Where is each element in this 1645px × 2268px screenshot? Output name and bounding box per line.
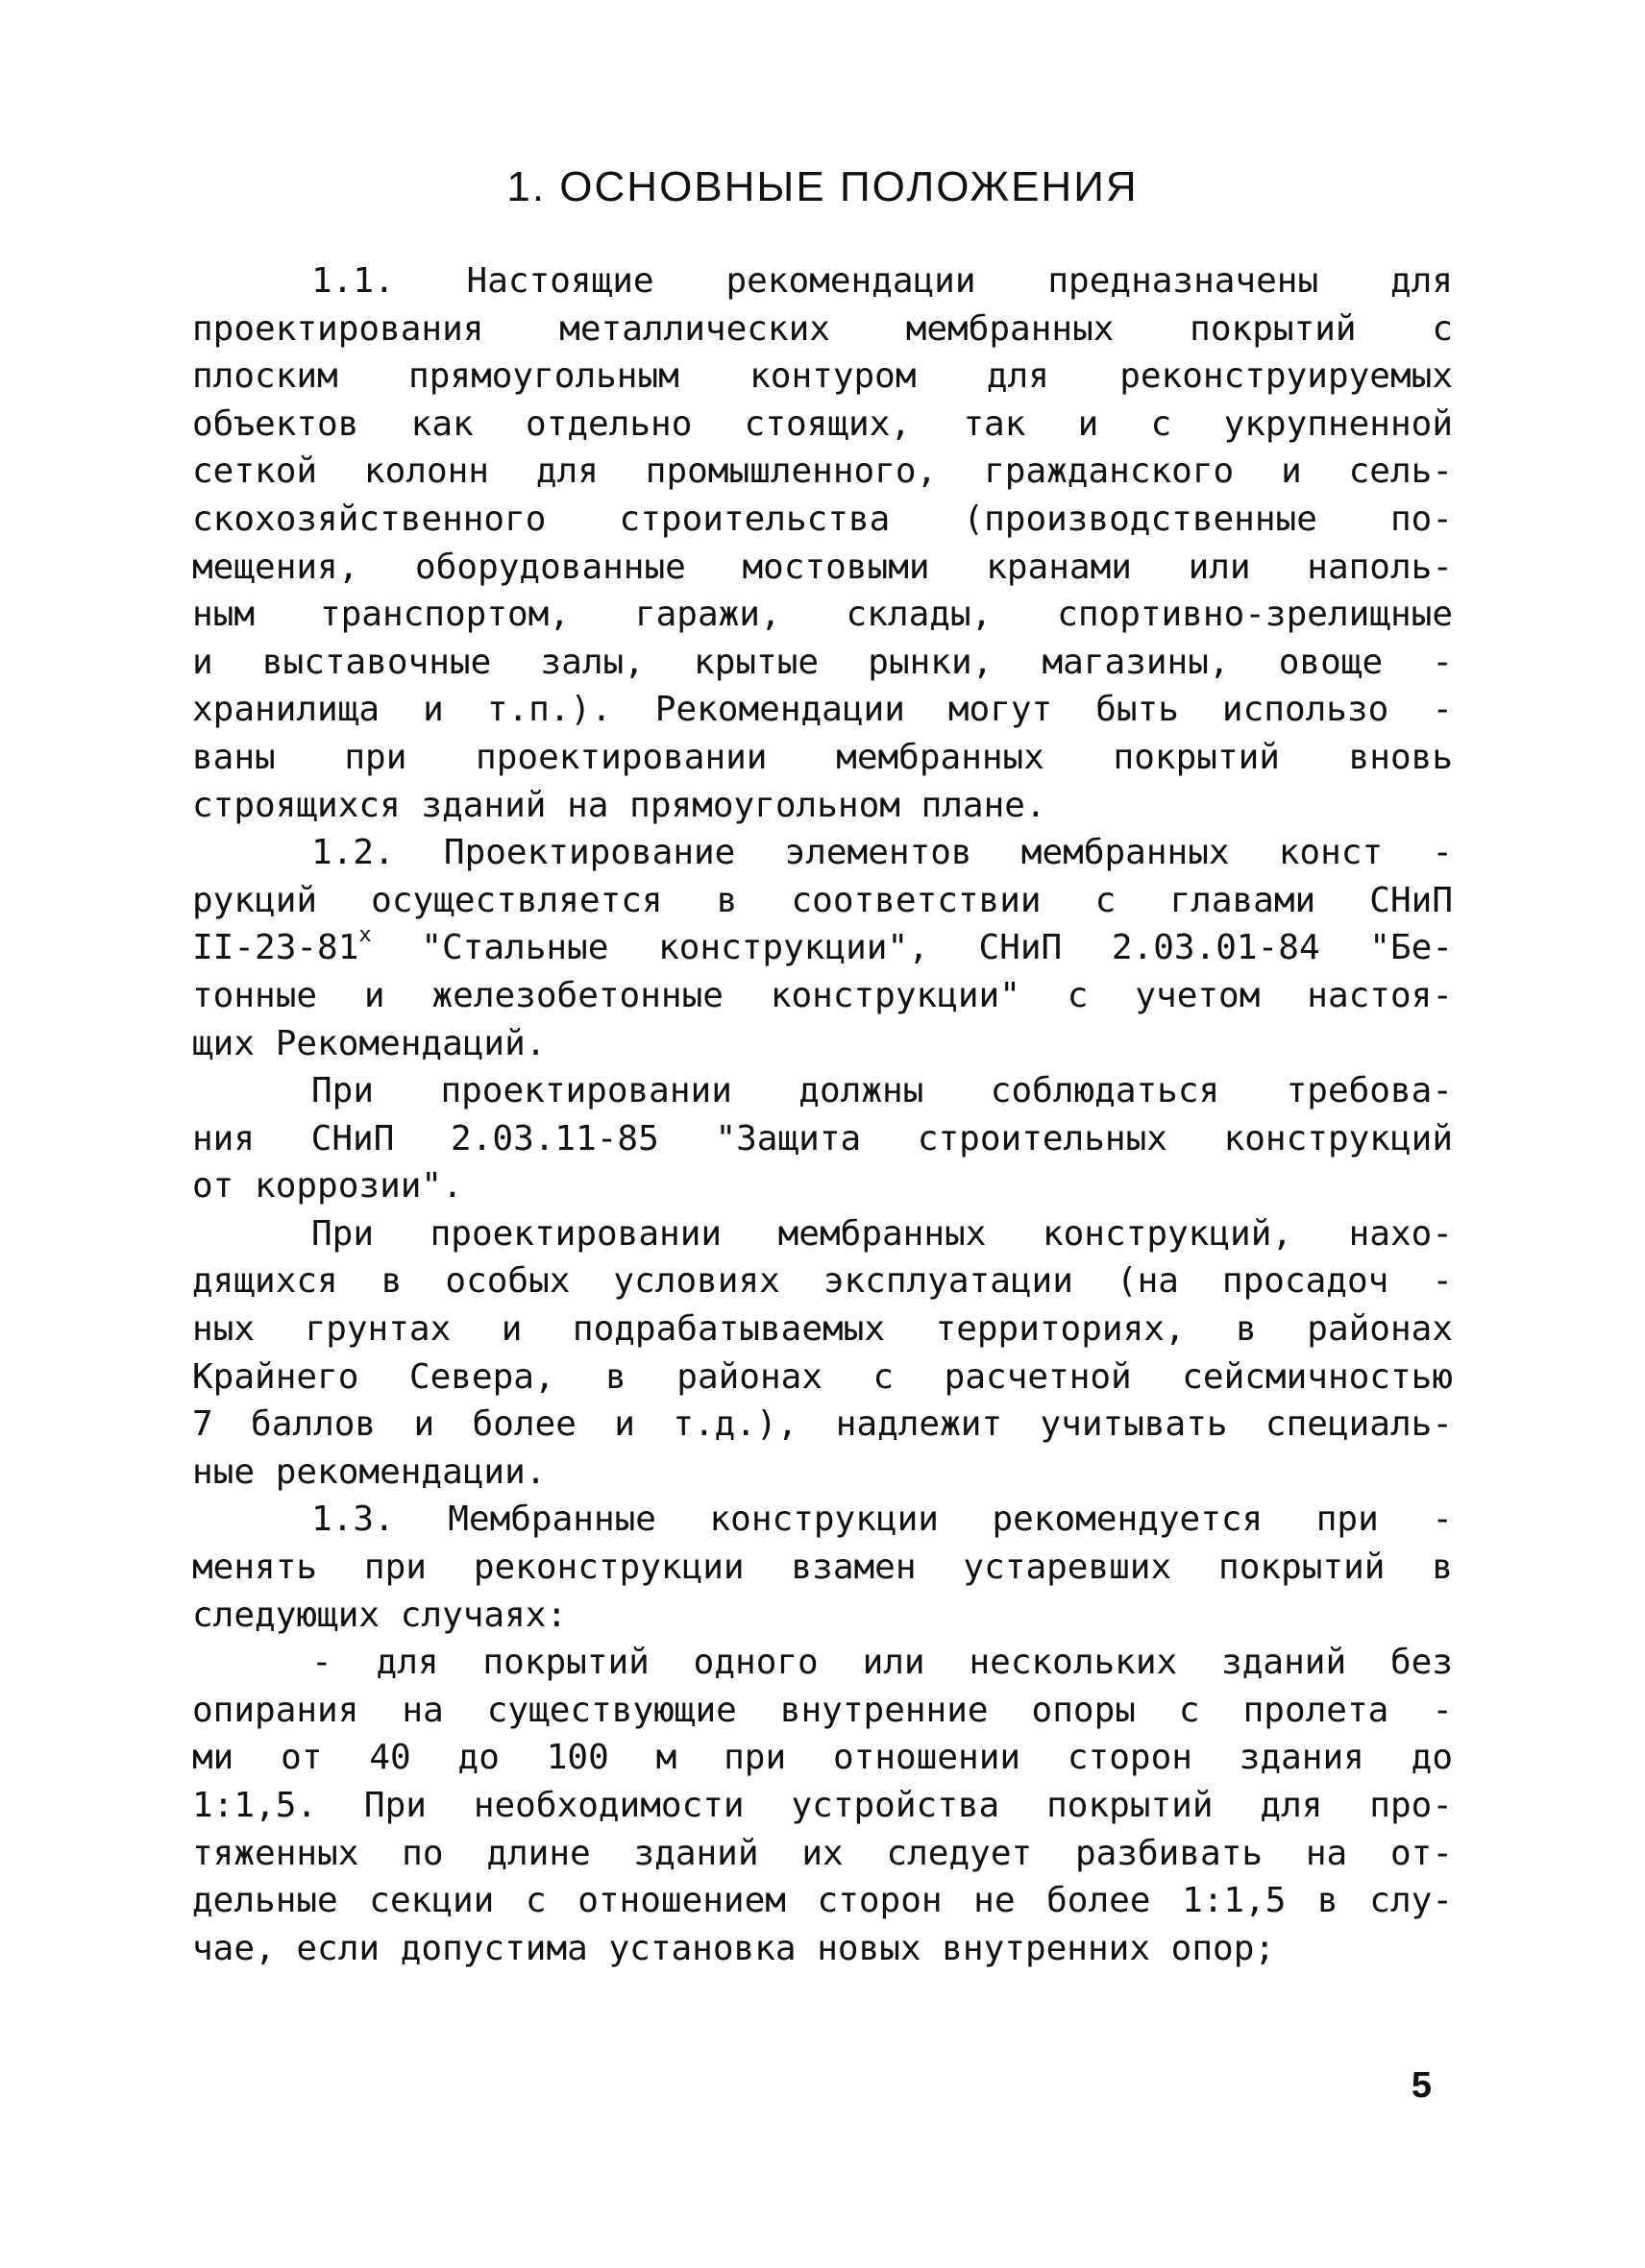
text-line: ми от 40 до 100 м при отношении сторон здания до — [192, 1738, 1453, 1778]
text-line: скохозяйственного строительства (производственные по- — [192, 499, 1453, 539]
text-line-with-superscript — [192, 924, 1453, 972]
text-line: объектов как отдельно стоящих, так и с укрупненной — [192, 403, 1453, 444]
text-line: рукций осуществляется в соответствии с главами СНиП — [192, 880, 1453, 920]
text-line: от коррозии". — [192, 1166, 463, 1207]
text-line: ных грунтах и подрабатываемых территориях, в районах — [192, 1309, 1453, 1350]
text-line: проектирования металлических мембранных покрытий с — [192, 308, 1453, 349]
text-line: и выставочные залы, крытые рынки, магазины, овоще - — [192, 642, 1453, 682]
body-text — [192, 257, 1453, 1972]
text-fragment: "Стальные конструкции", СНиП 2.03.01-84 "Бе- — [371, 928, 1453, 968]
text-line: ваны при проектировании мембранных покрытий вновь — [192, 737, 1453, 777]
text-line: Крайнего Севера, в районах с расчетной сейсмичностью — [192, 1356, 1453, 1397]
text-line: менять при реконструкции взамен устаревших покрытий в — [192, 1548, 1453, 1588]
section-heading: 1. ОСНОВНЫЕ ПОЛОЖЕНИЯ — [506, 163, 1139, 210]
text-line: сеткой колонн для промышленного, гражданского и сель- — [192, 451, 1453, 492]
text-line: 1.2. Проектирование элементов мембранных конст - — [311, 833, 1453, 873]
text-line: тяженных по длине зданий их следует разбивать на от- — [192, 1833, 1453, 1873]
text-line: хранилища и т.п.). Рекомендации могут быть использо - — [192, 690, 1453, 730]
text-line: дящихся в особых условиях эксплуатации (на просадоч - — [192, 1261, 1453, 1302]
text-line: 7 баллов и более и т.д.), надлежит учитывать специаль- — [192, 1404, 1453, 1445]
text-line: плоским прямоугольным контуром для реконструируемых — [192, 356, 1453, 397]
superscript-mark: х — [358, 923, 372, 948]
text-line: При проектировании должны соблюдаться требова- — [311, 1071, 1453, 1111]
text-line: тонные и железобетонные конструкции" с учетом настоя- — [192, 975, 1453, 1015]
text-line: щих Рекомендаций. — [192, 1023, 547, 1063]
text-line: - для покрытий одного или нескольких зданий без — [311, 1643, 1453, 1683]
text-line: опирания на существующие внутренние опоры с пролета - — [192, 1690, 1453, 1730]
text-line: ные рекомендации. — [192, 1451, 547, 1492]
text-line: чае, если допустима установка новых внутренних опор; — [192, 1928, 1276, 1968]
text-line: следующих случаях: — [192, 1595, 568, 1635]
text-line: 1.1. Настоящие рекомендации предназначены для — [311, 261, 1453, 301]
text-line: строящихся зданий на прямоугольном плане. — [192, 785, 1046, 825]
text-line: 1:1,5. При необходимости устройства покрытий для про- — [192, 1786, 1453, 1825]
text-line: 1.3. Мембранные конструкции рекомендуется при - — [311, 1500, 1453, 1540]
text-line: дельные секции с отношением сторон не более 1:1,5 в слу- — [192, 1881, 1453, 1921]
text-line: При проектировании мембранных конструкций, нахо- — [311, 1213, 1453, 1254]
snip-reference: II-23-81 — [192, 928, 359, 968]
page-number: 5 — [1411, 2065, 1432, 2106]
text-line: ния СНиП 2.03.11-85 "Защита строительных конструкций — [192, 1118, 1453, 1158]
text-line: мещения, оборудованные мостовыми кранами или наполь- — [192, 547, 1453, 587]
text-line: ным транспортом, гаражи, склады, спортивно-зрелищные — [192, 595, 1453, 635]
